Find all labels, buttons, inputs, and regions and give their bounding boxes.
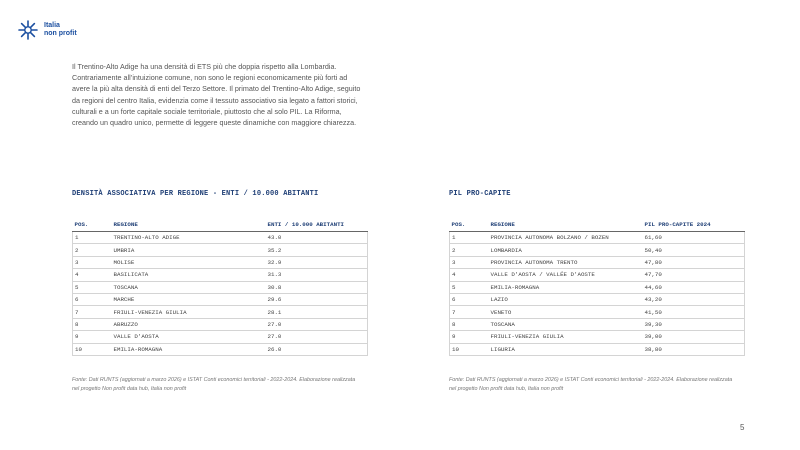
cell-value: 39,30 [643,318,745,330]
cell-value: 41,50 [643,306,745,318]
cell-region: ABRUZZO [112,318,266,330]
cell-region: MARCHE [112,293,266,305]
gdp-source-note: Fonte: Dati RUNTS (aggiornati a marzo 2026) e ISTAT Conti economici territoriali - 2022-2024. Elaborazione realizzata nel progetto Non profit data hub, Italia non profit [449,377,733,392]
cell-pos: 8 [73,318,112,330]
column-header-value: PIL PRO-CAPITE 2024 [643,217,745,232]
logo-line-2: non profit [44,30,77,37]
table-row [73,256,368,268]
cell-pos: 8 [450,318,489,330]
table-row [450,244,745,256]
gdp-panel [449,190,749,356]
density-table-title: DENSITÀ ASSOCIATIVA PER REGIONE - ENTI / 10.000 ABITANTI [72,190,319,198]
brand-logo [18,20,77,40]
gdp-table [449,217,745,356]
table-row [73,343,368,355]
cell-pos: 10 [73,343,112,355]
cell-value: 27.0 [266,318,368,330]
density-panel [72,190,372,356]
cell-pos: 3 [73,256,112,268]
table-row [73,232,368,244]
cell-region: BASILICATA [112,269,266,281]
cell-region: LOMBARDIA [489,244,643,256]
logo-wordmark [44,22,77,38]
cell-region: TRENTINO-ALTO ADIGE [112,232,266,244]
table-row [450,318,745,330]
table-header-row [450,217,745,232]
table-row [73,318,368,330]
cell-value: 47,70 [643,269,745,281]
table-row [73,331,368,343]
cell-region: MOLISE [112,256,266,268]
logo-line-1: Italia [44,22,60,29]
table-row [73,293,368,305]
cell-value: 31.3 [266,269,368,281]
cell-pos: 9 [73,331,112,343]
cell-value: 43,20 [643,293,745,305]
column-header-value: ENTI / 10.000 ABITANTI [266,217,368,232]
column-header-region: REGIONE [112,217,266,232]
column-header-pos: POS. [450,217,489,232]
table-row [73,244,368,256]
cell-pos: 2 [450,244,489,256]
cell-value: 44,60 [643,281,745,293]
cell-pos: 2 [73,244,112,256]
cell-region: UMBRIA [112,244,266,256]
cell-value: 35.2 [266,244,368,256]
table-row [450,269,745,281]
table-row [450,293,745,305]
cell-pos: 10 [450,343,489,355]
cell-pos: 9 [450,331,489,343]
column-header-region: REGIONE [489,217,643,232]
density-source-note: Fonte: Dati RUNTS (aggiornati a marzo 2026) e ISTAT Conti economici territoriali - 2022-2024. Elaborazione realizzata nel progetto Non profit data hub, Italia non profit [72,377,356,392]
cell-value: 28.1 [266,306,368,318]
cell-region: EMILIA-ROMAGNA [489,281,643,293]
table-row [450,256,745,268]
table-row [73,306,368,318]
table-header-row [73,217,368,232]
cell-region: VALLE D'AOSTA [112,331,266,343]
cell-value: 29.6 [266,293,368,305]
asterisk-logo-icon [18,20,38,40]
cell-value: 50,40 [643,244,745,256]
cell-pos: 7 [450,306,489,318]
cell-region: TOSCANA [112,281,266,293]
cell-region: VALLE D'AOSTA / VALLÉE D'AOSTE [489,269,643,281]
cell-value: 61,60 [643,232,745,244]
table-row [73,269,368,281]
cell-region: EMILIA-ROMAGNA [112,343,266,355]
table-row [73,281,368,293]
table-row [450,343,745,355]
table-row [450,331,745,343]
cell-pos: 6 [450,293,489,305]
cell-pos: 4 [450,269,489,281]
table-row [450,232,745,244]
cell-pos: 6 [73,293,112,305]
cell-pos: 5 [450,281,489,293]
page-number: 5 [740,423,745,432]
cell-value: 27.0 [266,331,368,343]
cell-pos: 1 [450,232,489,244]
cell-value: 39,00 [643,331,745,343]
cell-pos: 1 [73,232,112,244]
gdp-table-title: PIL PRO-CAPITE [449,190,511,198]
cell-value: 26.0 [266,343,368,355]
cell-value: 38,80 [643,343,745,355]
cell-region: PROVINCIA AUTONOMA BOLZANO / BOZEN [489,232,643,244]
cell-value: 32.9 [266,256,368,268]
cell-value: 47,80 [643,256,745,268]
cell-value: 43.0 [266,232,368,244]
cell-region: TOSCANA [489,318,643,330]
cell-region: FRIULI-VENEZIA GIULIA [112,306,266,318]
cell-value: 30.8 [266,281,368,293]
cell-region: LIGURIA [489,343,643,355]
cell-region: PROVINCIA AUTONOMA TRENTO [489,256,643,268]
cell-pos: 3 [450,256,489,268]
density-table [72,217,368,356]
cell-pos: 4 [73,269,112,281]
column-header-pos: POS. [73,217,112,232]
cell-region: FRIULI-VENEZIA GIULIA [489,331,643,343]
cell-region: LAZIO [489,293,643,305]
cell-region: VENETO [489,306,643,318]
table-row [450,281,745,293]
cell-pos: 5 [73,281,112,293]
intro-paragraph: Il Trentino-Alto Adige ha una densità di ETS più che doppia rispetto alla Lombardia. Contrariamente all’intuizione comune, non sono le regioni economicamente più forti ad avere la più alta densità di enti del Terzo Settore. Il primato del Trentino-Alto Adige, seguito da regioni del centro Italia, evidenzia come il tessuto associativo sia legato a fattori storici, culturali e a un forte capitale sociale territoriale, piuttosto che al solo PIL. La Riforma, creando un quadro unico, permette di leggere queste dinamiche con maggiore chiarezza. [72,62,361,128]
cell-pos: 7 [73,306,112,318]
table-row [450,306,745,318]
